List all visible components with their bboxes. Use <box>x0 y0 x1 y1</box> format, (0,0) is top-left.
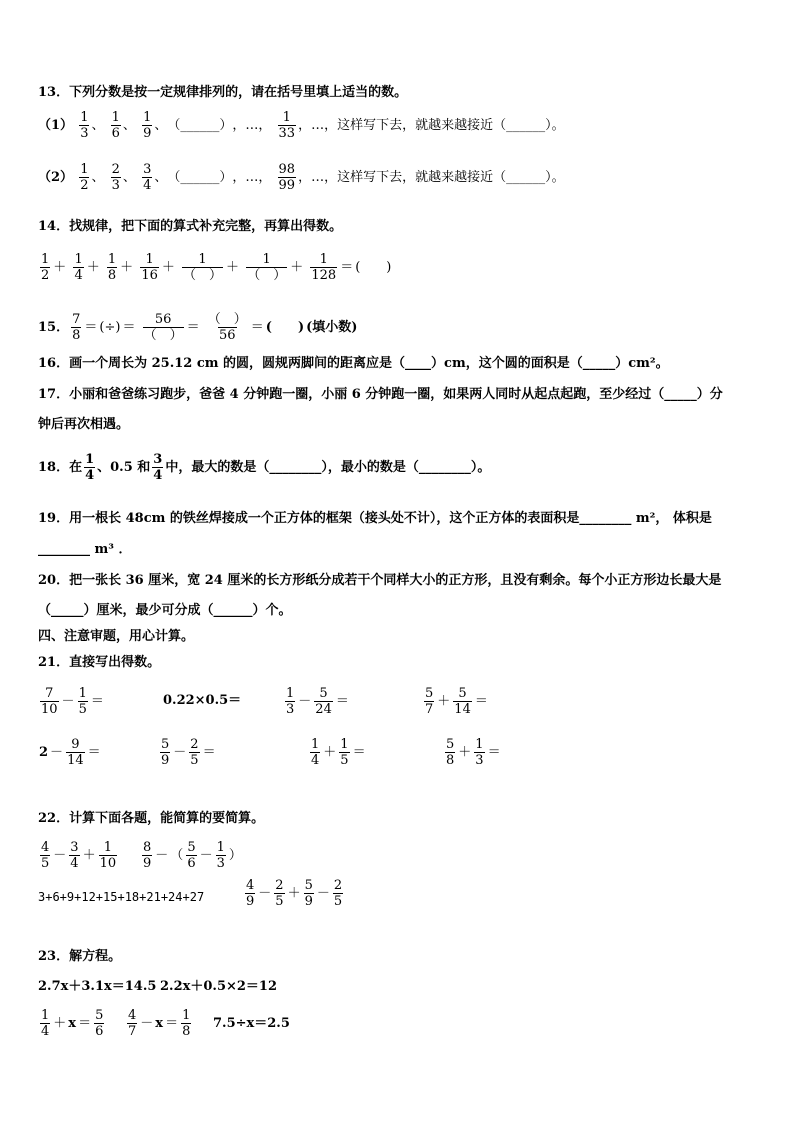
q13-part1: （1） $\frac{1}{3}$ 、 $\frac{1}{6}$ 、 $\frac{1}{9}$ 、（______），…， $\frac{1}{33}$ ，…，这样写下去，就越来越接近（______）。 <box>38 110 565 141</box>
q19-line2: ________ m³ ． <box>38 542 132 557</box>
q14-title: 14．找规律，把下面的算式补充完整，再算出得数。 <box>38 219 343 234</box>
q21-item1: $\frac{7}{10}$ － $\frac{1}{5}$ ＝ <box>41 686 104 717</box>
q22-title: 22．计算下面各题，能简算的要简算。 <box>38 811 265 826</box>
q21-item5: 2 － $\frac{9}{14}$ ＝ <box>39 737 101 768</box>
q13-title: 13．下列分数是按一定规律排列的，请在括号里填上适当的数。 <box>38 85 408 100</box>
blank[interactable]: （______） <box>167 118 233 133</box>
q19-line1: 19．用一根长 48cm 的铁丝焊接成一个正方体的框架（接头处不计），这个正方体的表面积是________ m²， 体积是 <box>38 511 712 526</box>
q22-item1: $\frac{4}{5}$ － $\frac{3}{4}$ ＋ $\frac{1}{10}$ <box>41 840 117 871</box>
q21-item7: $\frac{1}{4}$ ＋ $\frac{1}{5}$ ＝ <box>311 737 366 768</box>
q21-item2: 0.22×0.5＝ <box>163 693 242 708</box>
q23-eq2: 2.2x＋0.5×2＝12 <box>160 979 278 994</box>
q21-item6: $\frac{5}{9}$ － $\frac{2}{5}$ ＝ <box>161 737 216 768</box>
q21-item3: $\frac{1}{3}$ － $\frac{5}{24}$ ＝ <box>286 686 349 717</box>
q17-line1: 17．小丽和爸爸练习跑步，爸爸 4 分钟跑一圈，小丽 6 分钟跑一圈，如果两人同时从起点起跑，至少经过（_____）分 <box>38 387 723 402</box>
section-heading: 四、注意审题，用心计算。 <box>38 629 195 644</box>
q15: 15． $\frac{7}{8}$ ＝ (÷) ＝ $\frac{56}{( )}$ ＝ $\frac{( )}{56}$ ＝ ( ) (填小数) <box>38 312 358 343</box>
q16: 16．画一个周长为 25.12 cm 的圆，圆规两脚间的距离应是（____）cm，这个圆的面积是（_____）cm²。 <box>38 356 669 371</box>
q23-eq4: $\frac{4}{7}$ － x ＝ $\frac{1}{8}$ <box>128 1008 191 1039</box>
q18: 18．在 $\frac{1}{4}$ 、0.5 和 $\frac{3}{4}$ 中，最大的数是（________），最小的数是（________）。 <box>38 452 491 483</box>
q14-expression: $\frac{1}{2}$ ＋ $\frac{1}{4}$ ＋ $\frac{1}{8}$ ＋ $\frac{1}{16}$ ＋ $\frac{1}{( )}$ ＋ $\frac{1}{( )}$ ＋ $\frac{1}{128}$ ＝ ( ) <box>41 252 392 283</box>
q21-item8: $\frac{5}{8}$ ＋ $\frac{1}{3}$ ＝ <box>446 737 501 768</box>
q13-part2: （2） $\frac{1}{2}$ 、 $\frac{2}{3}$ 、 $\frac{3}{4}$ 、（______），…， $\frac{98}{99}$ ，…，这样写下去，就越来越接近（______）。 <box>38 162 565 193</box>
q21-title: 21．直接写出得数。 <box>38 655 161 670</box>
q23-eq5: 7.5÷x＝2.5 <box>213 1016 290 1031</box>
blank[interactable]: （______） <box>167 170 233 185</box>
q20-line2: （_____）厘米，最少可分成（______）个。 <box>38 603 292 618</box>
q23-eq1: 2.7x＋3.1x＝14.5 <box>38 979 157 994</box>
q20-line1: 20．把一张长 36 厘米，宽 24 厘米的长方形纸分成若干个同样大小的正方形，且没有剩余。每个小正方形边长最大是 <box>38 573 722 588</box>
q22-item4: $\frac{4}{9}$ － $\frac{2}{5}$ ＋ $\frac{5}{9}$ － $\frac{2}{5}$ <box>246 878 343 909</box>
q23-title: 23．解方程。 <box>38 949 122 964</box>
q21-item4: $\frac{5}{7}$ ＋ $\frac{5}{14}$ ＝ <box>425 686 488 717</box>
q22-item2: $\frac{8}{9}$ － （ $\frac{5}{6}$ － $\frac{1}{3}$ ） <box>143 840 242 871</box>
answer-blank[interactable]: ( ) <box>355 259 392 275</box>
q23-eq3: $\frac{1}{4}$ ＋ x ＝ $\frac{5}{6}$ <box>41 1008 104 1039</box>
q17-line2: 钟后再次相遇。 <box>38 417 130 432</box>
q22-item3: 3+6+9+12+15+18+21+24+27 <box>38 890 205 904</box>
